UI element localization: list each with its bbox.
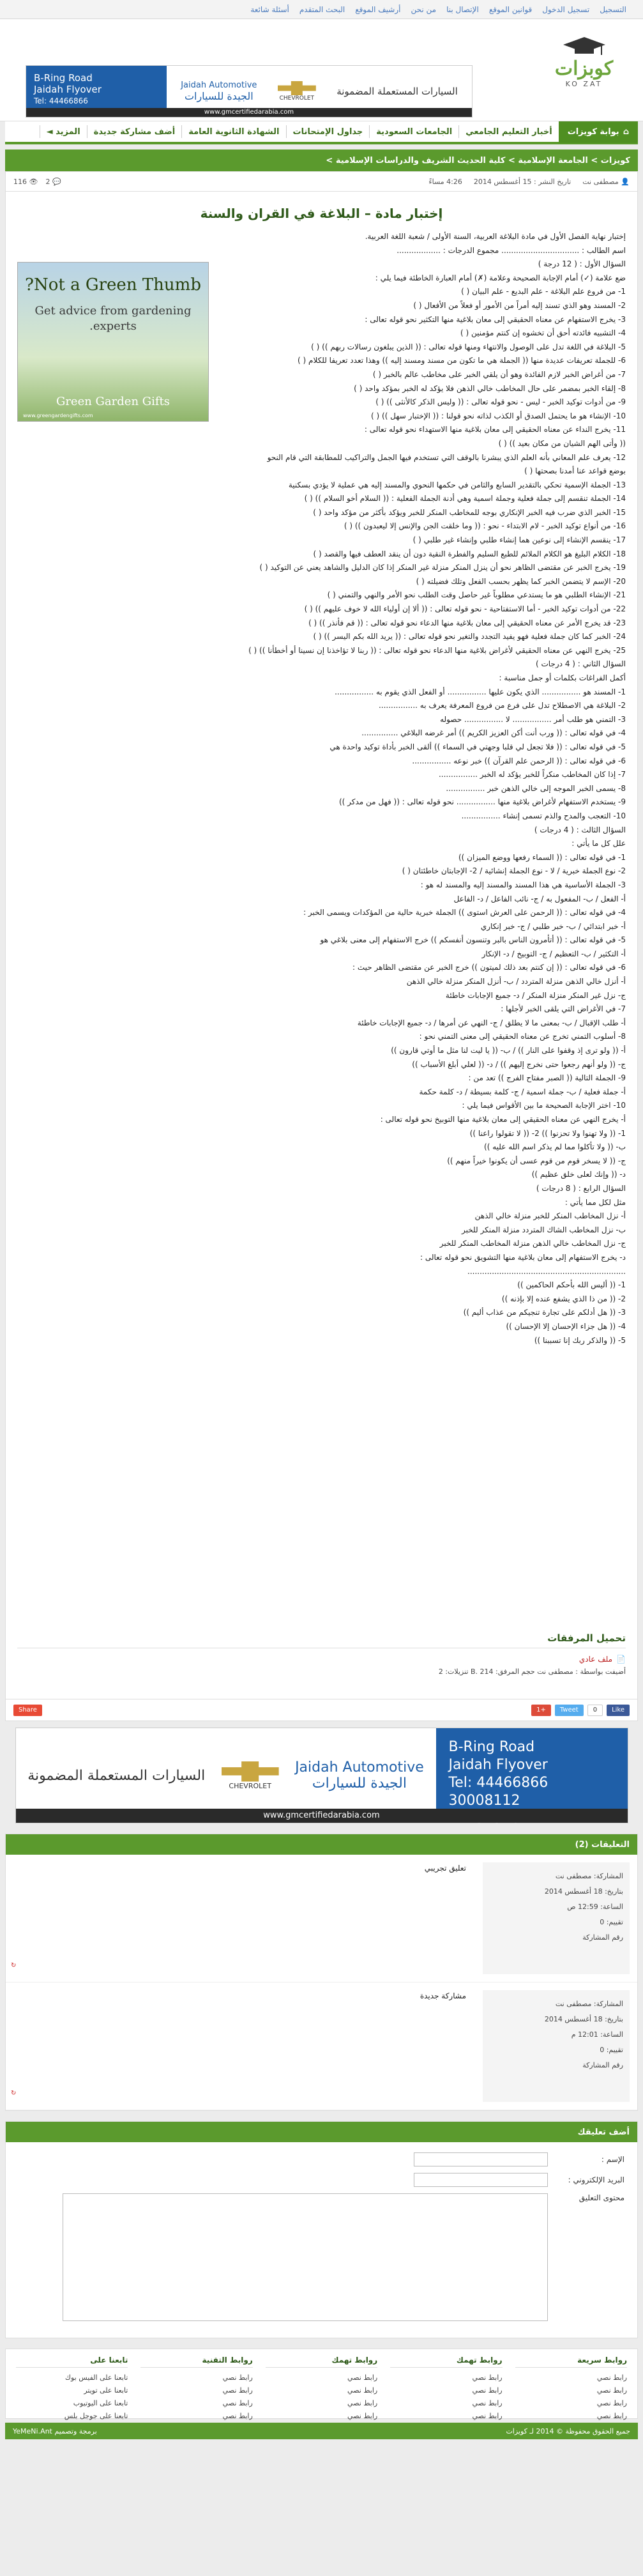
top-link[interactable]: قوانين الموقع: [488, 4, 533, 14]
exam-line: 9- يستخدم الاستفهام لأغراض بلاغية منها ................ نحو قوله تعالى : (( فهل من مدكر )): [338, 797, 626, 807]
exam-line: ب- (( ولا تأكلوا مما لم يذكر اسم الله عليه )): [484, 1142, 626, 1152]
top-link[interactable]: البحث المتقدم: [299, 4, 345, 14]
exam-line: السؤال الثالث : ( 4 درجات ): [534, 825, 626, 834]
exam-line: أ- خبر ابتدائي / ب- خبر طلبي / ج- خبر إنكاري: [480, 921, 626, 931]
nav-item[interactable]: جداول الإمتحانات: [286, 125, 370, 138]
chevrolet-logo-icon: [278, 81, 316, 95]
banner-line1: B-Ring Road: [34, 72, 93, 84]
footer-link[interactable]: رابط نصي: [596, 2386, 627, 2395]
banner2-brand-en: Jaidah Automotive: [295, 1759, 424, 1775]
logo-text: كوبزات: [554, 57, 614, 80]
copyright-text: جميع الحقوق محفوظة © 2014 لـ كويزات: [506, 2426, 630, 2435]
exam-line: (( وأتى الهم الشيان من مكان بعيد )) ( ): [498, 438, 626, 448]
exam-line: أ- الفعل / ب- المفعول به / ج- نائب الفاعل / د- الفاعل: [453, 894, 626, 903]
exam-line: 7- من أغراض الخبر لازم الفائدة وهو أن يلقي الخبر على مخاطب عالم بالخبر ( ): [372, 369, 626, 379]
comment-info: [483, 1862, 630, 1974]
bottom-ad-banner[interactable]: [15, 1728, 628, 1823]
exam-line: مثل لكل مما يأتي :: [564, 1197, 626, 1207]
exam-line: 6- للجملة تعريفات عديدة منها (( الجملة هي ما تكون من مسند ومسند إليه )) وهذا تعدد تعريفا للكلام ( ): [298, 356, 626, 365]
exam-line: ج- نزل غير المنكر منزلة المنكر / د- جميع الإجابات خاطئة: [445, 990, 626, 1000]
footer-link[interactable]: رابط نصي: [596, 2412, 627, 2420]
view-count-value: 116: [13, 177, 27, 186]
exam-line: ب- نزل المخاطب الشاك المتردد منزلة المنكر للخبر: [462, 1225, 626, 1234]
exam-line: 7- في الأغراض التي يلقى الخبر لأجلها :: [501, 1004, 626, 1014]
report-icon[interactable]: ↻: [11, 1962, 17, 1969]
footer-column-title: روابط التقنية: [140, 2356, 252, 2368]
exam-line: 22- من أدوات توكيد الخبر - أما الاستفتاحية - نحو قوله تعالى : (( ألا إن أولياء الله لا خوف عليهم )) ( ): [304, 604, 626, 614]
post-time: 4:26 مساءً: [428, 177, 462, 186]
footer-link[interactable]: رابط نصي: [222, 2399, 253, 2407]
top-link[interactable]: أسئلة شائعة: [250, 4, 289, 14]
comment-count: 💬 2: [45, 177, 61, 186]
exam-line: علل كل ما يأتي :: [571, 839, 626, 848]
comment-text: مشاركة جديدة: [420, 1991, 466, 2000]
exam-line: بوضع قواعد عنا أمدنا بصحتها ( ): [524, 466, 626, 476]
author-label: مصطفى نت: [582, 177, 619, 186]
name-input[interactable]: [414, 2152, 548, 2166]
exam-line: 15- الخبر الذي ضرب فيه الخبر الإنكاري بوجه للمخاطب المنكر للخبر ويؤكد بأكثر من مؤكد واحد ( ): [313, 507, 626, 517]
comment-ip: رقم المشاركة: [582, 2061, 623, 2069]
exam-line: اسم الطالب : ................................ مجموع الدرجات : ..................: [397, 245, 626, 255]
facebook-like-button[interactable]: [607, 1705, 630, 1716]
exam-line: د- (( وإنك لعلى خلق عظيم )): [531, 1170, 626, 1179]
footer-link[interactable]: رابط نصي: [347, 2399, 378, 2407]
top-links-bar: [0, 0, 643, 19]
exam-line: 8- يسمى الخبر الموجه إلى خالي الذهن خبر ................: [446, 783, 626, 793]
exam-line: 4- التشبيه فائدته أحق أن تخشوه إن كنتم مؤمنين ( ): [460, 328, 626, 338]
attachments-title: تحميل المرفقات: [17, 1632, 626, 1648]
exam-line: 18- الكلام البليغ هو الكلام الملائم للطبع السليم والفطرة النقية دون أن ينقد العطف فيها والقصد ( ): [313, 549, 626, 558]
ad-text: Get advice from gardening experts.: [34, 304, 192, 333]
banner2-brand-ar: الجيدة للسيارات: [312, 1775, 407, 1791]
exam-line: 10- التعجب والمدح والذم تسمى إنشاء ................: [461, 811, 626, 820]
exam-line: 10- اختر الإجابة الصحيحة ما بين الأقواس فيما يلي :: [462, 1101, 626, 1110]
nav-home-label: بوابة كويزات: [567, 126, 619, 137]
exam-line: 3- (( هل أدلكم على تجارة تنجيكم من عذاب أليم )): [463, 1308, 626, 1317]
gplus-button[interactable]: +1: [531, 1705, 551, 1716]
exam-line: ضع علامة (✓) أمام الإجابة الصحيحة وعلامة (✗) أمام العبارة الخاطئة فيما يلي :: [375, 273, 626, 282]
footer-column: [16, 2356, 128, 2420]
comment: [6, 1855, 637, 1982]
post-body: [5, 192, 638, 1699]
banner-brand-ar: الجيدة للسيارات: [184, 90, 253, 102]
footer-link[interactable]: تابعنا على اليوتيوب: [73, 2399, 128, 2407]
copyright-bar: [5, 2423, 638, 2439]
footer-link[interactable]: رابط نصي: [472, 2373, 503, 2382]
nav-item[interactable]: الجامعات السعودية: [369, 125, 458, 138]
exam-line: ج- (( لا يسخر قوم من قوم عسى أن يكونوا خيراً منهم )): [447, 1156, 626, 1165]
exam-line: 8- أسلوب التمني تخرج عن معناه الحقيقي إلى معنى التمني نحو :: [419, 1032, 626, 1041]
like-label: Like: [612, 1706, 624, 1713]
exam-line: 17- ينقسم الإنشاء إلى نوعين هما إنشاء طلبي وإنشاء غير طلبي ( ): [412, 535, 626, 545]
exam-line: 19- يخرج الخبر عن مقتضى الظاهر نحو أن ينزل المنكر منزلة غير المنكر إذا كان الدليل والشاهد يعني عن التوكيد ( ): [259, 563, 626, 572]
author-name[interactable]: 👤 مصطفى نت: [582, 177, 630, 186]
banner-used-cars: السيارات المستعملة المضمونة: [337, 86, 458, 97]
footer-column-title: روابط تهمك: [266, 2356, 377, 2368]
footer-link[interactable]: رابط نصي: [472, 2399, 503, 2407]
exam-line: 9- الجملة التالية (( الصبر مفتاح الفرج )) تعد من :: [468, 1073, 626, 1083]
exam-line: 5- في قوله تعالى : (( فلا تجعل لي قلبا وجهتي في السماء )) ألقى الخبر بأداة توكيد واحدة هي: [329, 742, 626, 751]
exam-line: أكمل الفراغات بكلمات أو جمل مناسبة :: [499, 673, 626, 682]
footer-links: [5, 2349, 638, 2419]
exam-line: 13- الجملة الإسمية تحكي بالتقدير السابع والثامن في حكمها النحوي والمسند إليه هي عملية لا يؤدي بسكنية: [288, 480, 626, 489]
email-label: البريد الإلكتروني :: [568, 2175, 624, 2184]
share-label: Share: [19, 1706, 37, 1713]
exam-line: 24- الخبر كما كان جملة فعلية فهو يفيد التجدد والتغير نحو قوله تعالى : (( يريد الله بكم اليسر )) ( ): [313, 632, 626, 641]
comment-date: بتاريخ: 18 أغسطس 2014: [544, 1887, 623, 1896]
banner2-line3: Tel: 44466866: [448, 1775, 548, 1791]
exam-line: 23- قد يخرج الأمر عن معناه الحقيقي إلى معان بلاغية منها الدعاء نحو قوله تعالى : (( قم فأنذر )) ( ): [308, 618, 626, 627]
exam-line: أ- نزل المخاطب المنكر للخبر منزلة خالي الذهن: [474, 1211, 626, 1221]
exam-line: .................................................................: [467, 1266, 626, 1276]
exam-line: ج- نزل المخاطب خالي الذهن منزلة المخاطب المنكر للخبر: [439, 1239, 626, 1248]
like-count: 0: [587, 1705, 603, 1716]
attachment-file[interactable]: [17, 1655, 626, 1664]
exam-line: أ- جملة فعلية / ب- جملة اسمية / ج- كلمة بسيطة / د- كلمة حكمة: [419, 1087, 626, 1096]
comment-author[interactable]: المشاركة: مصطفى نت: [555, 2000, 623, 2008]
banner2-line4: 30008112: [448, 1793, 520, 1809]
exam-line: 14- الجملة تنقسم إلى جملة فعلية وجملة اسمية وهي أدنة الجملة الفعلية : (( السلام أخو السلام )) ( ): [304, 494, 626, 503]
comments-title: التعليقات (2): [6, 1834, 637, 1855]
comment-count-value: 2: [45, 177, 50, 186]
comment-author[interactable]: المشاركة: مصطفى نت: [555, 1872, 623, 1880]
footer-link[interactable]: رابط نصي: [222, 2412, 253, 2420]
exam-line: 2- المسند وهو الذي تسند إليه أمراً من الأمور أو فعلاً من الأفعال ( ): [413, 300, 626, 310]
exam-line: 6- في قوله تعالى : (( إن كنتم بعد ذلك لميتون )) خرج الخبر عن مقتضى الظاهر حيث :: [352, 963, 626, 972]
exam-line: إختبار نهاية الفصل الأول في مادة البلاغة العربية، السنة الأولى / شعبة اللغة العربية.: [365, 232, 626, 241]
exam-line: أ- أنزل خالي الذهن منزلة المتردد / ب- أنزل المنكر منزلة خالي الذهن: [406, 977, 626, 986]
exam-line: 1- المسند هو ................ الذي يكون عليها ................ أو الفعل الذي يقوم به ................: [335, 687, 626, 696]
ad-url: www.greengardengifts.com: [23, 413, 93, 418]
top-link[interactable]: أرشيف الموقع: [355, 4, 401, 14]
comment-time: الساعة: 12:01 م: [571, 2030, 623, 2039]
footer-link[interactable]: رابط نصي: [222, 2386, 253, 2395]
exam-line: 2- (( من ذا الذي يشفع عنده إلا بإذنه )): [501, 1294, 626, 1303]
view-count: 👁 116: [13, 177, 38, 186]
banner2-line1: B-Ring Road: [448, 1739, 535, 1755]
home-icon: ⌂: [623, 126, 629, 137]
exam-line: 20- الإسم لا يتضمن الخبر كما يظهر بحسب الفعل وتلك فضيلته ( ): [416, 576, 626, 586]
main-nav: [5, 121, 638, 144]
share-button[interactable]: [13, 1705, 42, 1716]
attachments: [17, 1632, 626, 1676]
header-ad-banner[interactable]: [26, 65, 473, 118]
exam-line: 10- الإنشاء هو ما يحتمل الصدق أو الكذب لذاته نحو قولنا : (( الإختبار سهل )) ( ): [371, 411, 626, 420]
ad-brand: Green Garden Gifts: [56, 395, 170, 408]
attachment-info: أضيفت بواسطة : مصطفى نت حجم المرفق: 214 .B تنزيلات: 2: [438, 1667, 626, 1676]
exam-line: 3- الجملة الأساسية هي هذا المسند والمسند إليه والمسند له هو :: [420, 880, 626, 889]
exam-line: السؤال الرابع : ( 8 درجات ): [536, 1183, 626, 1193]
footer-column-title: روابط سريعة: [515, 2356, 627, 2368]
exam-line: د- يخرج الاستفهام إلى معان بلاغية منها التشويق نحو قوله تعالى :: [420, 1252, 626, 1262]
comment-time: الساعة: 12:59 ص: [567, 1903, 623, 1911]
banner-brand-en: Jaidah Automotive: [181, 80, 257, 90]
nav-item[interactable]: أخبار التعليم الجامعي: [458, 125, 558, 138]
site-header: [0, 19, 643, 121]
footer-link[interactable]: رابط نصي: [596, 2399, 627, 2407]
exam-line: 2- البلاغة هي الاصطلاح تدل على فرع من فروع المعرفة يعرف به ................: [378, 701, 626, 710]
exam-line: أ- (( ولو ترى إذ وقفوا على النار )) / ب- (( يا ليت لنا مثل ما أوتي قارون )): [391, 1046, 626, 1055]
exam-line: 11- يخرج النداء عن معناه الحقيقي إلى معان بلاغية منها الاستهداء نحو قوله تعالى :: [364, 425, 626, 434]
exam-line: 5- (( والذكر ربك إنا تسببنا )): [534, 1335, 626, 1345]
exam-line: 1- (( ولا تهنوا ولا تحزنوا )) 2- (( لا تقولوا راعنا )): [469, 1128, 626, 1138]
nav-item[interactable]: المزيد ◄: [40, 125, 87, 138]
banner-url: www.gmcertifiedarabia.com: [26, 108, 472, 117]
comments-section: [5, 1834, 638, 2111]
report-icon[interactable]: ↻: [11, 2090, 17, 2097]
exam-line: 1- في قوله تعالى : (( السماء رفعها ووضع الميزان )): [458, 852, 626, 862]
content-label: محتوى التعليق: [579, 2193, 624, 2202]
banner-line3: Tel: 44466866: [34, 96, 88, 105]
side-ad[interactable]: [17, 262, 209, 422]
footer-link[interactable]: رابط نصي: [596, 2373, 627, 2382]
footer-link[interactable]: رابط نصي: [347, 2373, 378, 2382]
exam-line: 2- نوع الجملة خبرية / لا - نوع الجملة إنشائية / 2- الإجابتان خاطئتان ( ): [402, 866, 626, 876]
banner2-line2: Jaidah Flyover: [448, 1757, 548, 1773]
exam-line: أ- يخرج النهي عن معناه الحقيقي إلى معان بلاغية منها التوبيخ نحو قوله تعالى :: [380, 1115, 626, 1124]
footer-column: [390, 2356, 503, 2420]
footer-column-title: روابط تهمك: [390, 2356, 502, 2368]
footer-link[interactable]: رابط نصي: [472, 2412, 503, 2420]
logo-subtext: KO ZAT: [565, 80, 603, 88]
exam-line: أ- التكثير / ب- التعظيم / ج- التوبيخ / د- الإنكار: [481, 949, 626, 958]
banner2-used-cars: السيارات المستعملة المضمونة: [27, 1767, 206, 1784]
exam-line: 5- البلاغة في اللغة تدل على الوصول والانتهاء ومنها قوله تعالى : (( الذين يبلغون رسالات ربهم )) ( ): [311, 342, 626, 351]
comment-ip: رقم المشاركة: [582, 1933, 623, 1942]
top-link[interactable]: الإتصال بنا: [446, 4, 479, 14]
exam-line: 6- في قوله تعالى : (( الرحمن علم القرآن )) خبر نوعه ................: [412, 756, 626, 765]
footer-column: [515, 2356, 627, 2420]
exam-line: أ- طلب الإقبال / ب- بمعنى ما لا يطلق / ج- النهي عن أمرها / د- جميع الإجابات خاطئة: [357, 1018, 626, 1027]
comment-textarea[interactable]: [63, 2193, 548, 2321]
comment-form-title: أضف تعليقك: [6, 2122, 637, 2142]
graduation-cap-icon: [562, 36, 607, 56]
comment-info: [483, 1990, 630, 2102]
email-input[interactable]: [414, 2173, 548, 2187]
nav-item[interactable]: الشهادة الثانوية العامة: [181, 125, 285, 138]
footer-link[interactable]: رابط نصي: [472, 2386, 503, 2395]
exam-line: 4- في قوله تعالى : (( الرحمن على العرش استوى )) الجملة خبرية حالية من المؤكدات ويسمى الخبر :: [303, 908, 626, 917]
exam-line: 8- إلقاء الخبر بمضمر على حال المخاطب خالي الذهن فلا يؤكد له الخبر بمؤكد واحد ( ): [354, 383, 626, 393]
exam-line: 7- إذا كان المخاطب منكراً للخبر يؤكد له الخبر ................: [438, 770, 626, 779]
exam-line: السؤال الأول : ( 12 درجة ): [538, 259, 626, 269]
exam-line: 1- (( أليس الله بأحكم الحاكمين )): [517, 1280, 626, 1290]
footer-link[interactable]: تابعنا على الفيس بوك: [64, 2373, 128, 2382]
tweet-button[interactable]: Tweet: [555, 1705, 584, 1716]
exam-line: ج- (( ولو أنهم رجعوا حتى نخرج إليهم )) / د- (( لعلي أبلغ الأسباب )): [412, 1059, 626, 1069]
post-title: إختبار مادة – البلاغة في القران والسنة: [200, 206, 443, 221]
footer-link[interactable]: تابعنا على تويتر: [84, 2386, 128, 2395]
nav-home[interactable]: [559, 120, 638, 143]
exam-line: 21- الإنشاء الطلبي هو ما يستدعي مطلوباً غير حاصل وقت الطلب نحو الأمر والنهي والتمني ( ): [327, 590, 626, 600]
credits-text: برمجة وتصميم YeMeNi.Ant: [13, 2426, 97, 2435]
footer-column: [140, 2356, 253, 2420]
share-bar: [5, 1699, 638, 1721]
footer-column-title: تابعنا على: [16, 2356, 128, 2368]
banner-chevrolet: CHEVROLET: [279, 95, 315, 102]
footer-column: [266, 2356, 378, 2420]
exam-line: 3- التمني هو طلب أمر ................ لا ................ حصوله: [440, 714, 626, 724]
name-label: الإسم :: [601, 2155, 624, 2164]
top-link[interactable]: من نحن: [411, 4, 437, 14]
comment-date: بتاريخ: 18 أغسطس 2014: [544, 2015, 623, 2023]
site-logo[interactable]: [544, 36, 624, 112]
footer-link[interactable]: رابط نصي: [347, 2386, 378, 2395]
exam-line: 9- من أدوات توكيد الخبر - ليس - نحو قوله تعالى : (( وليس الذكر كالأنثى )) ( ): [375, 397, 626, 407]
comment: [6, 1982, 637, 2110]
footer-link[interactable]: رابط نصي: [222, 2373, 253, 2382]
banner2-chevrolet: CHEVROLET: [229, 1781, 271, 1790]
post-meta: [5, 171, 638, 192]
banner2-url: www.gmcertifiedarabia.com: [16, 1809, 628, 1823]
top-link[interactable]: التسجيل: [600, 4, 626, 14]
exam-line: 4- في قوله تعالى : (( ورب أنت أكن العزيز الكريم )) أمر غرضه البلاغي ...............: [361, 728, 626, 738]
exam-line: 5- في قوله تعالى : (( أتأمرون الناس بالبر وتنسون أنفسكم )) خرج الاستفهام إلى معنى بلاغي هو: [320, 935, 626, 945]
exam-line: 16- من أنواع توكيد الخبر - لام الابتداء - نحو : (( وما خلقت الجن والإنس إلا ليعبدون )) ( ): [344, 521, 626, 531]
ad-headline: Not a Green Thumb?: [25, 275, 201, 295]
exam-line: 3- يخرج الاستفهام عن معناه الحقيقي إلى معان بلاغية منها التكثير نحو قوله تعالى :: [365, 314, 626, 324]
banner-line2: Jaidah Flyover: [34, 84, 102, 95]
chevrolet2-logo-icon: [222, 1761, 279, 1782]
comment-rate: تقييم: 0: [600, 1918, 623, 1926]
exam-line: 1- من فروع علم البلاغة - علم البديع - علم البيان ( ): [461, 287, 626, 296]
comment-rate: تقييم: 0: [600, 2046, 623, 2054]
nav-item[interactable]: أضف مشاركة جديدة: [87, 125, 182, 138]
exam-line: 12- يعرف علم المعاني بأنه العلم الذي يبشرنا بالوقف التي تستخدم فيها الجمل والتراكيب للمطابقة التي قام النحو: [267, 452, 626, 462]
exam-line: 25- يخرج النهي عن معناه الحقيقي لأغراض بلاغية منها الدعاء نحو قوله تعالى : (( ربنا لا تؤاخذنا إن نسينا أو أخطأنا )) ( ): [248, 645, 626, 655]
footer-link[interactable]: تابعنا على جوجل بلس: [64, 2412, 128, 2420]
exam-line: السؤال الثاني : ( 4 درجات ): [535, 659, 626, 669]
post-date: تاريخ النشر : 15 أغسطس 2014: [473, 177, 571, 186]
attachment-file-name: ملف عادي: [579, 1655, 613, 1664]
comment-form: [5, 2121, 638, 2338]
exam-line: 4- (( هل جزاء الإحسان إلا الإحسان )): [506, 1321, 626, 1331]
footer-link[interactable]: رابط نصي: [347, 2412, 378, 2420]
top-link[interactable]: تسجيل الدخول: [542, 4, 590, 14]
breadcrumb[interactable]: كويزات > الجامعة الإسلامية > كلية الحديث الشريف والدراسات الإسلامية >: [5, 150, 638, 171]
file-icon: 📄: [616, 1655, 626, 1664]
comment-text: تعليق تجريبي: [424, 1864, 466, 1873]
